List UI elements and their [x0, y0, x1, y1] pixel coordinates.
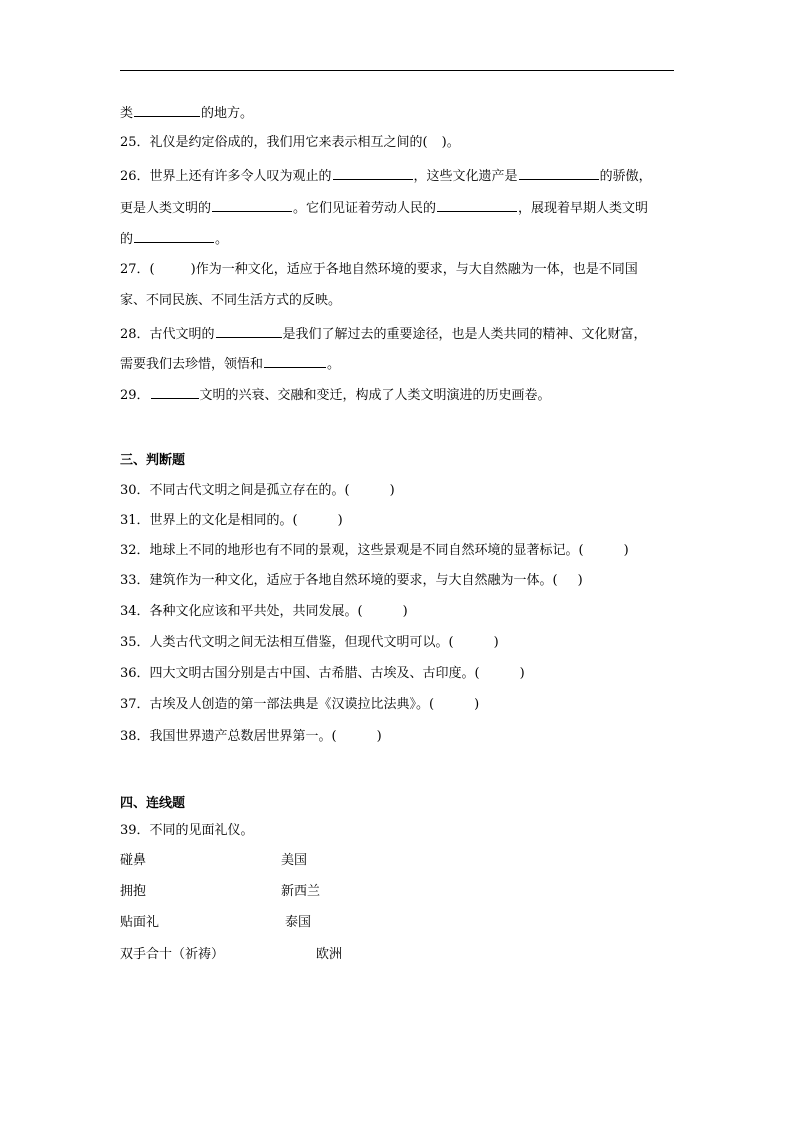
- fill-blank[interactable]: [333, 167, 413, 180]
- q28-text-d: 。: [327, 357, 341, 372]
- match-left-item[interactable]: 拥抱: [120, 884, 147, 899]
- true-false-item: [120, 513, 680, 529]
- close-paren: ): [493, 635, 499, 650]
- question-28-line-1: [120, 325, 680, 343]
- statement-text: 38．我国世界遗产总数居世界第一。(: [120, 729, 337, 744]
- question-28-line-2: [120, 355, 680, 373]
- q26-text-e: 。它们见证着劳动人民的: [293, 201, 437, 216]
- q29-text: 文明的兴衰、交融和变迁，构成了人类文明演进的历史画卷。: [199, 388, 551, 403]
- question-26-line-2: [120, 199, 680, 217]
- close-paren: ): [519, 666, 525, 681]
- question-24-tail: [120, 104, 680, 122]
- q26-text-h: 。: [215, 232, 229, 247]
- close-paren: ): [389, 483, 395, 498]
- close-paren: ): [402, 604, 408, 619]
- close-paren: ): [376, 729, 382, 744]
- statement-text: 30．不同古代文明之间是孤立存在的。(: [120, 483, 350, 498]
- q28-text-b: 是我们了解过去的重要途径，也是人类共同的精神、文化财富，: [282, 327, 647, 342]
- section-title-true-false: 三、判断题: [120, 453, 186, 468]
- match-left-item[interactable]: 碰鼻: [120, 853, 147, 868]
- true-false-item: [120, 573, 680, 589]
- q28-text-a: 28．古代文明的: [120, 327, 215, 342]
- question-27-line-2: [120, 293, 680, 309]
- statement-text: 32．地球上不同的地形也有不同的景观，这些景观是不同自然环境的显著标记。(: [120, 543, 584, 558]
- match-right-item[interactable]: 欧洲: [316, 947, 343, 962]
- statement-text: 37．古埃及人创造的第一部法典是《汉谟拉比法典》。(: [120, 697, 435, 712]
- statement-text: 34．各种文化应该和平共处，共同发展。(: [120, 604, 363, 619]
- close-paren: ): [623, 543, 629, 558]
- match-left-item[interactable]: 双手合十（祈祷）: [120, 947, 225, 962]
- true-false-item: [120, 635, 680, 651]
- true-false-item: [120, 729, 680, 745]
- q25-text: 25．礼仪是约定俗成的，我们用它来表示相互之间的(: [120, 135, 428, 150]
- question-39: 39．不同的见面礼仪。: [120, 823, 254, 838]
- match-left-item[interactable]: 贴面礼: [120, 915, 160, 930]
- q27-text-c: 家、不同民族、不同生活方式的反映。: [120, 293, 342, 308]
- question-27-line-1: [120, 262, 680, 278]
- fill-blank[interactable]: [134, 230, 214, 243]
- statement-text: 33．建筑作为一种文化，适应于各地自然环境的要求，与大自然融为一体。(: [120, 573, 558, 588]
- question-29: [120, 386, 680, 404]
- q24-prefix: 类: [120, 106, 134, 121]
- true-false-item: [120, 543, 680, 559]
- question-25: [120, 135, 680, 151]
- match-right-item[interactable]: 泰国: [285, 915, 312, 930]
- close-paren: ): [337, 513, 343, 528]
- match-right-item[interactable]: 美国: [281, 853, 308, 868]
- q26-text-f: ，展现着早期人类文明: [518, 201, 649, 216]
- true-false-item: [120, 666, 680, 682]
- q28-text-c: 需要我们去珍惜，领悟和: [120, 357, 264, 372]
- q27-text-a: 27．(: [120, 262, 155, 277]
- q26-text-c: 的骄傲，: [599, 169, 652, 184]
- q26-text-b: ，这些文化遗产是: [413, 169, 518, 184]
- match-right-item[interactable]: 新西兰: [281, 884, 321, 899]
- close-paren: ): [474, 697, 480, 712]
- q26-text-g: 的: [120, 232, 134, 247]
- header-rule: [120, 70, 674, 71]
- true-false-item: [120, 483, 680, 499]
- fill-blank[interactable]: [519, 167, 599, 180]
- fill-blank[interactable]: [437, 199, 517, 212]
- statement-text: 31．世界上的文化是相同的。(: [120, 513, 298, 528]
- q26-text-a: 26．世界上还有许多令人叹为观止的: [120, 169, 332, 184]
- statement-text: 36．四大文明古国分别是古中国、古希腊、古埃及、古印度。(: [120, 666, 480, 681]
- statement-text: 35．人类古代文明之间无法相互借鉴，但现代文明可以。(: [120, 635, 454, 650]
- q25-close: )。: [441, 135, 460, 150]
- fill-blank[interactable]: [151, 386, 199, 399]
- section-title-matching: 四、连线题: [120, 796, 186, 811]
- question-26-line-3: [120, 230, 680, 248]
- fill-blank[interactable]: [216, 325, 282, 338]
- q24-suffix: 的地方。: [201, 106, 254, 121]
- q26-text-d: 更是人类文明的: [120, 201, 212, 216]
- q29-number: 29．: [120, 388, 150, 403]
- question-26-line-1: [120, 167, 680, 185]
- q27-text-b: )作为一种文化，适应于各地自然环境的要求，与大自然融为一体，也是不同国: [190, 262, 638, 277]
- fill-blank[interactable]: [212, 199, 292, 212]
- true-false-item: [120, 697, 680, 713]
- fill-blank[interactable]: [264, 355, 326, 368]
- true-false-item: [120, 604, 680, 620]
- close-paren: ): [577, 573, 583, 588]
- fill-blank[interactable]: [134, 104, 200, 117]
